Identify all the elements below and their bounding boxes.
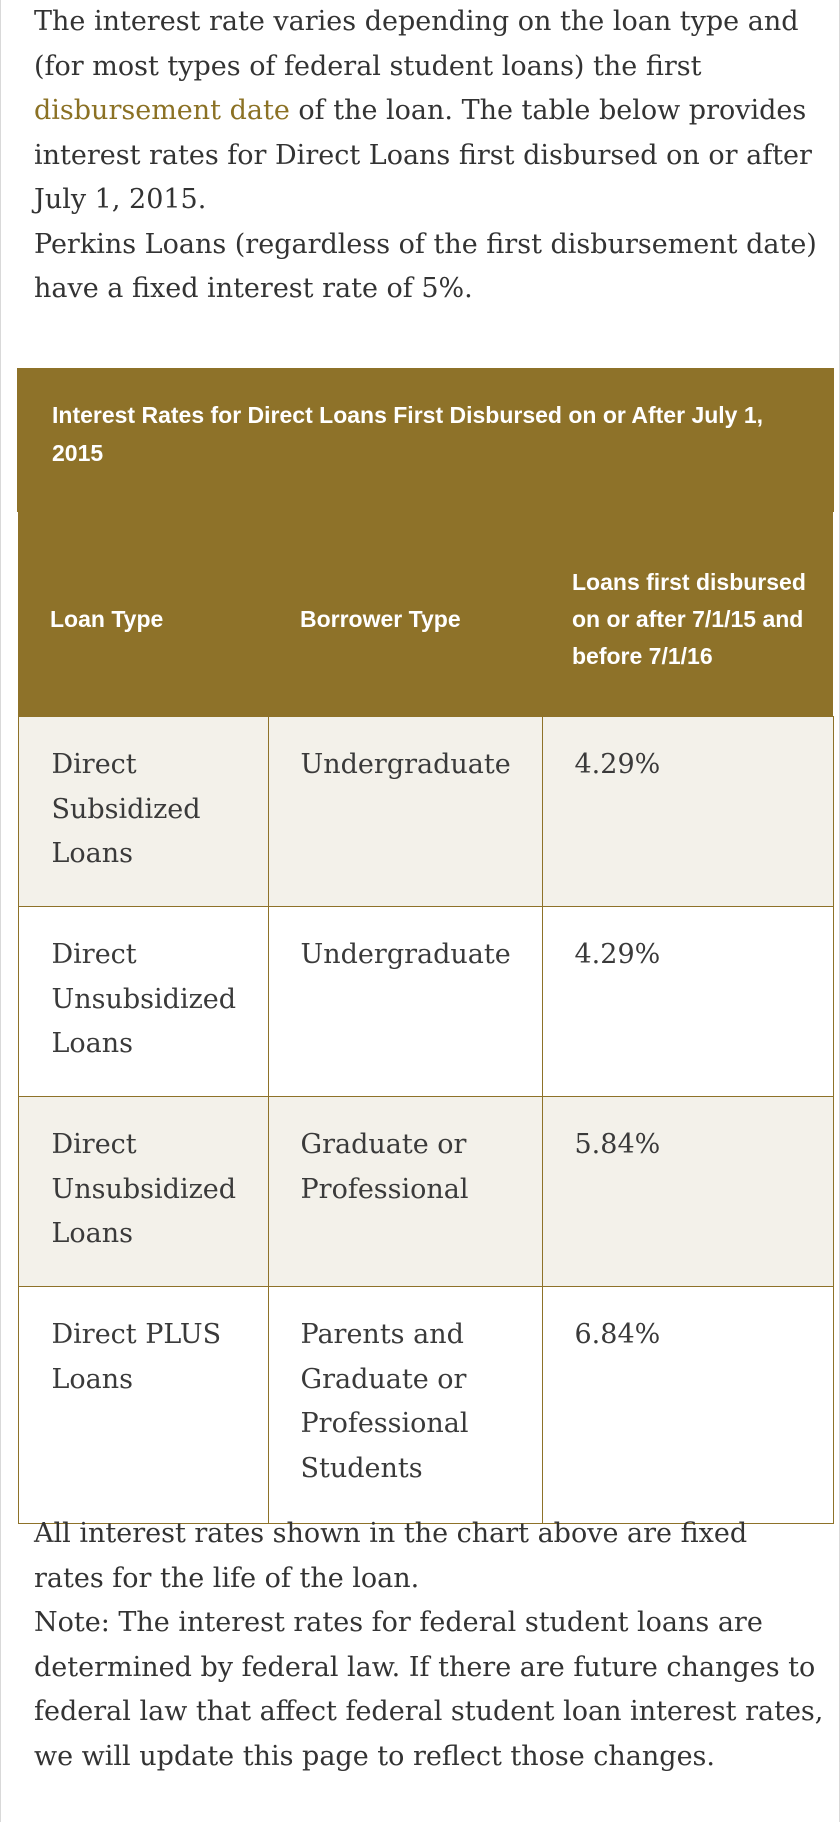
outro-section (34, 1512, 824, 1779)
header-loan-type: Loan Type (18, 511, 268, 717)
intro-text-before-link: The interest rate varies depending on the loan type and (for most types of federal student loans) the first (34, 6, 799, 82)
disbursement-date-link[interactable]: disbursement date (34, 95, 290, 126)
table-header-row (18, 511, 833, 717)
fixed-rates-note: All interest rates shown in the chart above are fixed rates for the life of the loan. (34, 1518, 748, 1594)
cell-loan-type: Direct Subsidized Loans (18, 717, 268, 907)
interest-rate-table-wrapper (17, 368, 832, 1524)
cell-loan-type: Direct Unsubsidized Loans (18, 1097, 268, 1287)
intro-text-after-link: of the loan. The table below provides interest rates for Direct Loans first disbursed on or after July 1, 2015. (34, 95, 812, 215)
cell-borrower-type: Undergraduate (268, 907, 542, 1097)
cell-loan-type: Direct PLUS Loans (18, 1287, 268, 1524)
cell-borrower-type: Parents and Graduate or Professional Students (268, 1287, 542, 1524)
interest-rate-table (17, 368, 834, 1524)
header-rate-period: Loans first disbursed on or after 7/1/15 and before 7/1/16 (542, 511, 833, 717)
table-row (18, 907, 833, 1097)
intro-paragraph-perkins: Perkins Loans (regardless of the first disbursement date) have a fixed interest rate of 5%. (34, 228, 817, 304)
cell-interest-rate: 6.84% (542, 1287, 833, 1524)
table-row (18, 717, 833, 907)
intro-section (34, 0, 824, 312)
table-caption: Interest Rates for Direct Loans First Disbursed on or After July 1, 2015 (18, 369, 833, 511)
table-row (18, 1097, 833, 1287)
intro-paragraph-1 (34, 0, 824, 223)
table-row (18, 1287, 833, 1524)
cell-interest-rate: 4.29% (542, 717, 833, 907)
cell-interest-rate: 4.29% (542, 907, 833, 1097)
cell-borrower-type: Graduate or Professional (268, 1097, 542, 1287)
cell-borrower-type: Undergraduate (268, 717, 542, 907)
cell-interest-rate: 5.84% (542, 1097, 833, 1287)
header-borrower-type: Borrower Type (268, 511, 542, 717)
cell-loan-type: Direct Unsubsidized Loans (18, 907, 268, 1097)
table-caption-row (18, 369, 833, 511)
federal-law-note: Note: The interest rates for federal student loans are determined by federal law. If there are future changes to federal law that affect federal student loan interest rates, we will update this page to reflect those changes. (34, 1607, 824, 1772)
